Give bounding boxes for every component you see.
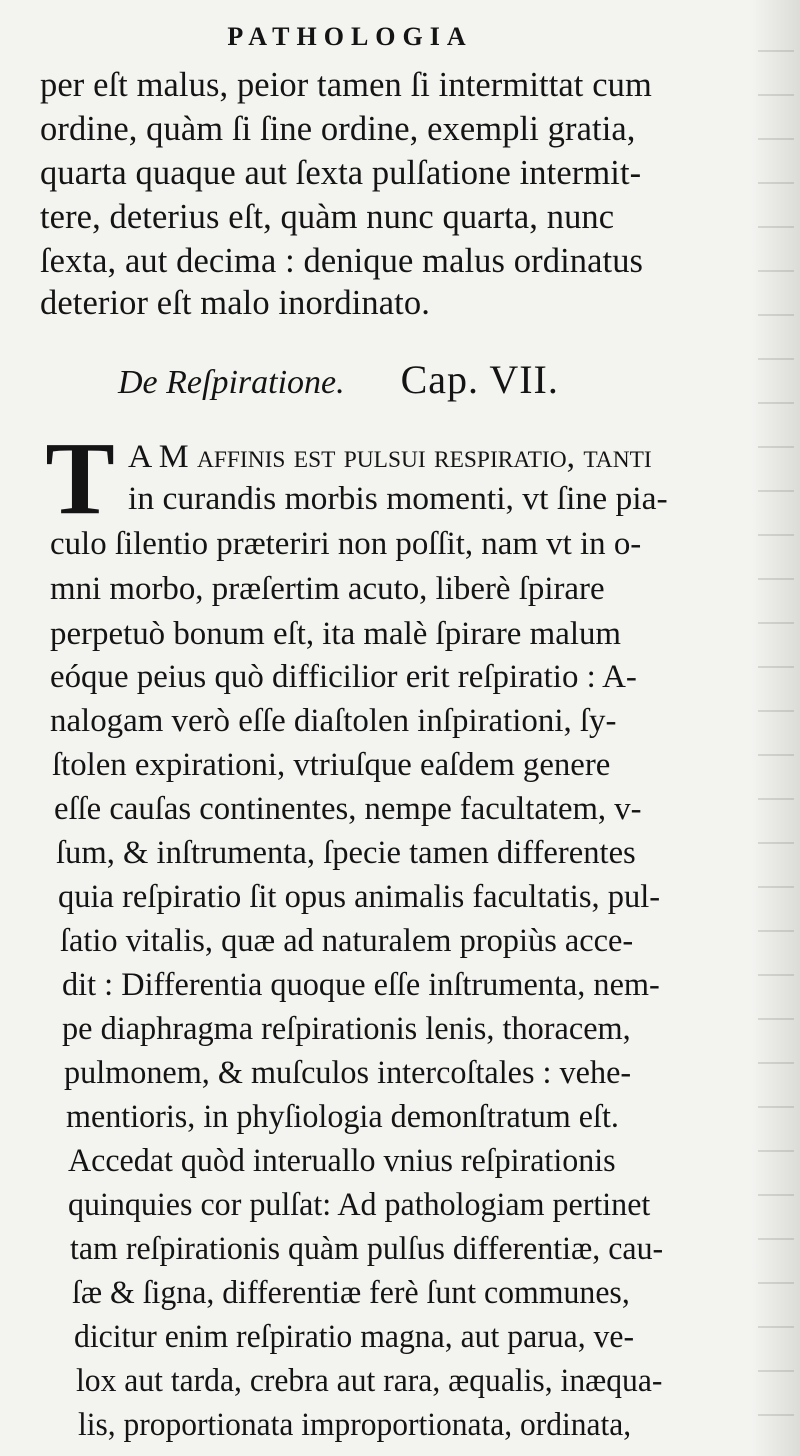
text-line: eóque peius quò difficilior erit reſpiratio : A- [50,659,637,695]
text-line: pulmonem, & muſculos intercoſtales : vehe- [64,1055,632,1091]
text-line: quinquies cor pulſat: Ad pathologiam pertinet [68,1187,651,1223]
text-line: in curandis morbis momenti, vt ſine pia- [128,481,668,517]
chapter-number: Cap. VII. [400,357,559,402]
text-line: pe diaphragma reſpirationis lenis, thoracem, [62,1011,631,1047]
text-line: perpetuò bonum eſt, ita malè ſpirare malum [50,616,622,652]
text-line: mentioris, in phyſiologia demonſtratum eſt. [66,1099,619,1135]
chapter-title: De Reſpiratione. [118,364,345,401]
text-line: Accedat quòd interuallo vnius reſpirationis [68,1143,616,1179]
drop-cap: T [45,421,115,536]
text-line: lox aut tarda, crebra aut rara, æqualis, inæqua- [76,1363,663,1399]
text-line: ſæ & ſigna, differentiæ ferè ſunt communes, [72,1275,630,1311]
show-through-text [758,20,794,1420]
text-line: lis, proportionata improportionata, ordinata, [78,1407,632,1443]
text-line: per eſt malus, peior tamen ſi intermittat cum [40,66,652,104]
text-line: A M affinis eſt pulſui reſpiratio, tanti [128,439,652,475]
text-line: quarta quaque aut ſexta pulſatione intermit- [40,154,642,192]
text-line: quia reſpiratio ſit opus animalis facultatis, pul- [58,879,661,915]
text-line: ſtolen expirationi, vtriuſque eaſdem genere [52,747,611,783]
text-line: mni morbo, præſertim acuto, liberè ſpirare [50,571,605,607]
text-line: ſum, & inſtrumenta, ſpecie tamen differentes [56,835,636,871]
text-line: nalogam verò eſſe diaſtolen inſpirationi, ſy- [50,703,617,739]
chapter-heading [118,356,638,403]
text-line: ſexta, aut decima : denique malus ordinatus [40,242,644,280]
text-line: tam reſpirationis quàm pulſus differentiæ, cau- [70,1231,664,1267]
text-line: ſatio vitalis, quæ ad naturalem propiùs acce- [60,923,634,959]
text-line: deterior eſt malo inordinato. [40,284,430,322]
text-line: eſſe cauſas continentes, nempe facultatem, v- [54,791,642,827]
text-line: dicitur enim reſpiratio magna, aut parua, ve- [74,1319,635,1355]
running-head: PATHOLOGIA [227,22,473,51]
text-line: tere, deterius eſt, quàm nunc quarta, nunc [40,198,615,236]
text-line: ordine, quàm ſi ſine ordine, exempli gratia, [40,110,636,148]
text-line: dit : Differentia quoque eſſe inſtrumenta, nem- [62,967,660,1003]
text-line: culo ſilentio præteriri non poſſit, nam vt in o- [50,526,642,562]
